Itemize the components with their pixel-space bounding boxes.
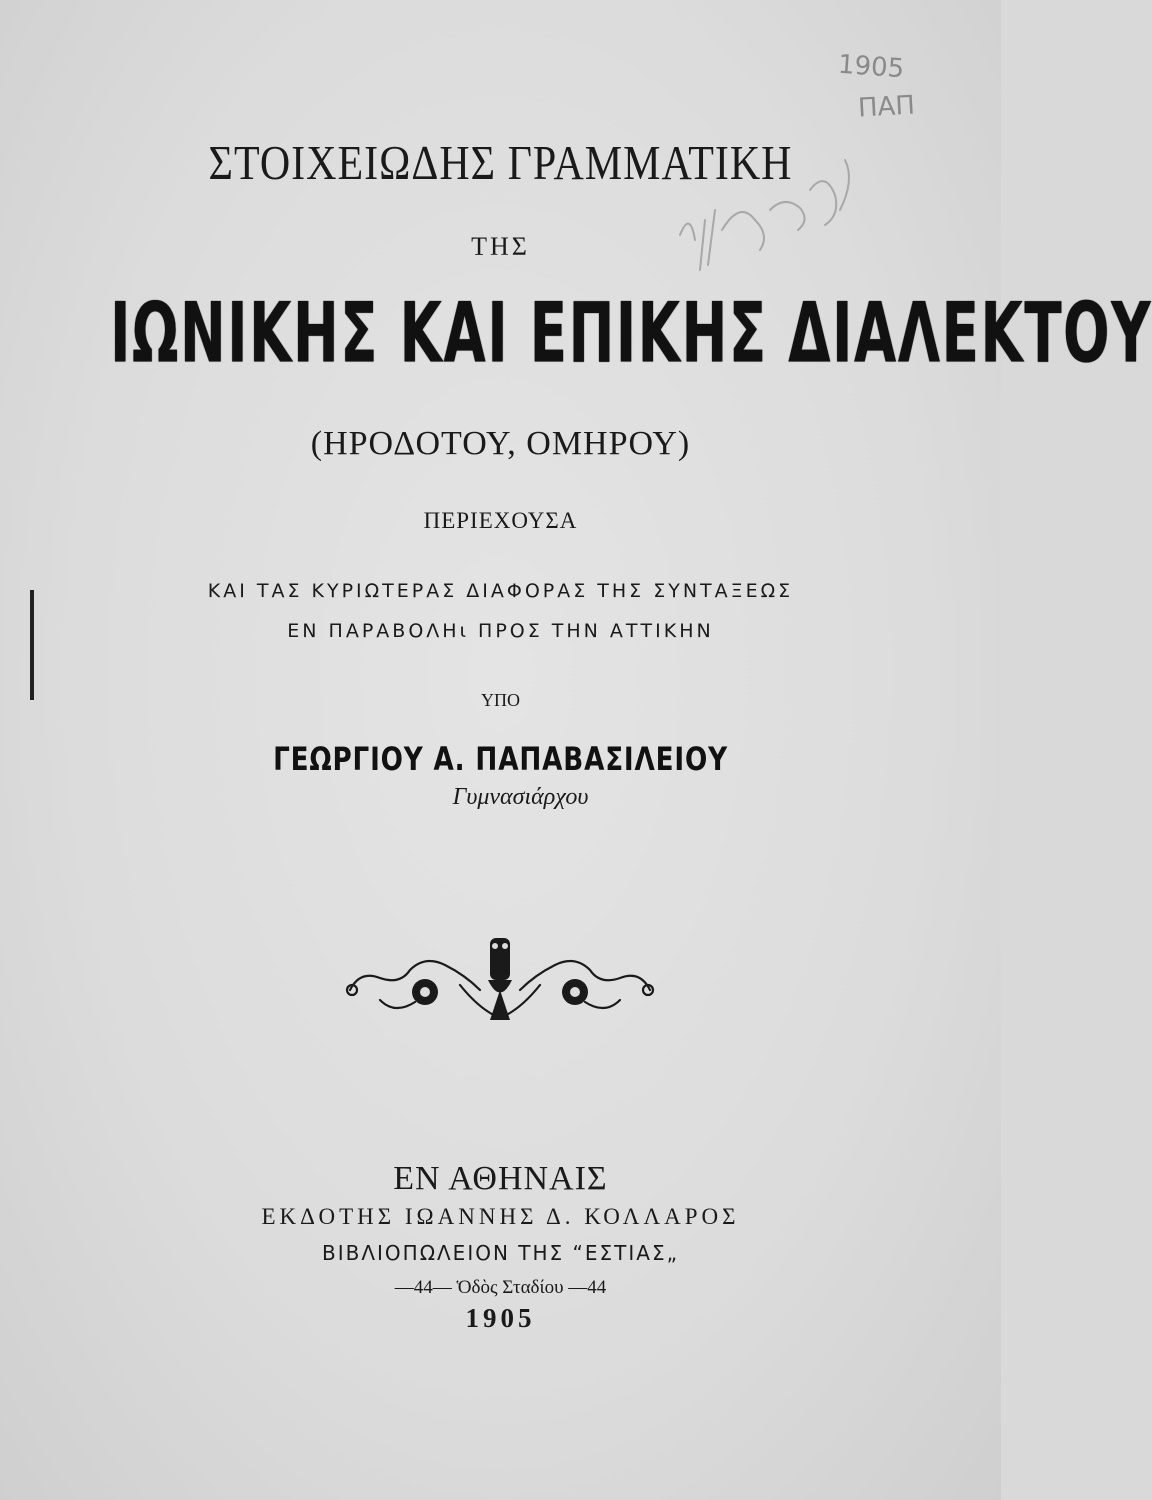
pencil-code-note: ΠΑΠ (857, 90, 916, 124)
imprint-year: 1905 (465, 1303, 536, 1333)
imprint-address: —44— Ὁδὸς Σταδίου —44 (394, 1277, 607, 1298)
floral-owl-ornament-icon (340, 930, 660, 1025)
subtitle-line-1: ΠΕΡΙΕΧΟΥΣΑ (423, 508, 578, 533)
author-role: Γυμνασιάρχου (452, 784, 589, 810)
author-name: ΓΕΩΡΓΙΟΥ Α. ΠΑΠΑΒΑΣΙΛΕΙΟΥ (273, 740, 728, 778)
pencil-year-note: 1905 (837, 49, 906, 85)
imprint-publisher: ΕΚΔΟΤΗΣ ΙΩΑΝΝΗΣ Δ. ΚΟΛΛΑΡΟΣ (261, 1204, 740, 1229)
title-line-2: ΤΗΣ (471, 232, 530, 261)
author-by: ΥΠΟ (481, 690, 520, 710)
imprint-bookshop: ΒΙΒΛΙΟΠΩΛΕΙΟΝ ΤΗΣ “ΕΣΤΙΑΣ„ (322, 1241, 679, 1265)
subtitle-line-2: ΚΑΙ ΤΑΣ ΚΥΡΙΩΤΕΡΑΣ ΔΙΑΦΟΡΑΣ ΤΗΣ ΣΥΝΤΑΞΕΩΣ (207, 580, 794, 602)
main-title: ΙΩΝΙΚΗΣ ΚΑΙ ΕΠΙΚΗΣ ΔΙΑΛΕΚΤΟΥ (110, 284, 1152, 382)
title-line-1: ΣΤΟΙΧΕΙΩΔΗΣ ΓΡΑΜΜΑΤΙΚΗ (208, 137, 793, 191)
subtitle-line-3: ΕΝ ΠΑΡΑΒΟΛΗι ΠΡΟΣ ΤΗΝ ΑΤΤΙΚΗΝ (287, 620, 714, 642)
title-line-4: (ΗΡΟΔΟΤΟΥ, ΟΜΗΡΟΥ) (310, 425, 691, 462)
margin-mark (30, 590, 34, 700)
imprint-city: ΕΝ ΑΘΗΝΑΙΣ (393, 1160, 608, 1197)
